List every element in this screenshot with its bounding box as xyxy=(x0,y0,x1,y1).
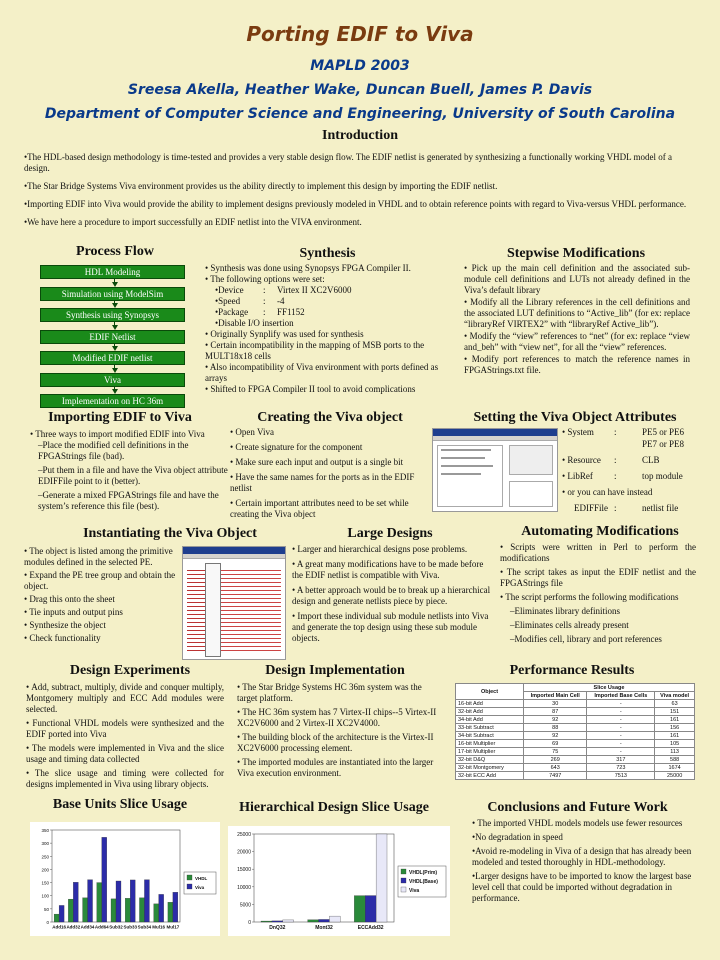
importing-heading: Importing EDIF to Viva xyxy=(48,410,192,425)
intro-paragraph: •The HDL-based design methodology is time-tested and provides a very stable design flow. The EDIF netlist is generated by synthesizing a functionally working VHDL model of a design. xyxy=(24,152,673,173)
y-tick-label: 0 xyxy=(46,920,49,925)
option-key: •Device xyxy=(215,285,244,295)
legend-swatch xyxy=(187,884,192,889)
automating-body xyxy=(500,542,696,645)
creating-heading: Creating the Viva object xyxy=(257,410,403,425)
option-value: FF1152 xyxy=(277,307,305,317)
bar xyxy=(272,921,283,922)
hierarchical-chart xyxy=(228,826,450,936)
table-cell: 161 xyxy=(655,716,695,724)
x-tick-label: Sub32 xyxy=(109,924,123,930)
bar xyxy=(365,896,376,922)
instantiating-heading: Instantiating the Viva Object xyxy=(83,526,257,541)
bar xyxy=(173,892,178,922)
flow-arrow-icon xyxy=(112,368,118,373)
instantiating-bullet: • Tie inputs and output pins xyxy=(24,607,123,617)
legend-swatch xyxy=(401,869,406,874)
creating-bullet: • Have the same names for the ports as in the EDIF netlist xyxy=(230,472,415,493)
table-cell: 643 xyxy=(524,764,587,772)
importing-item: –Place the modified cell definitions in the FPGAStrings file (bad). xyxy=(38,440,189,461)
large-bullet: • Larger and hierarchical designs pose problems. xyxy=(292,544,468,554)
table-cell: 92 xyxy=(524,716,587,724)
table-cell: 156 xyxy=(655,724,695,732)
attr-value: netlist file xyxy=(642,503,679,513)
instantiation-screenshot xyxy=(182,546,286,660)
synthesis-bullet: • Shifted to FPGA Compiler II tool to avoid complications xyxy=(205,384,416,394)
flow-step: EDIF Netlist xyxy=(40,330,185,344)
implementation-body xyxy=(237,682,437,779)
table-cell: - xyxy=(587,716,655,724)
table-row-label: 34-bit Add xyxy=(456,716,524,724)
y-tick-label: 150 xyxy=(41,880,49,886)
y-tick-label: 100 xyxy=(41,893,49,899)
conclusions-body xyxy=(472,818,694,904)
synthesis-body xyxy=(205,263,448,395)
flow-arrow-icon xyxy=(112,389,118,394)
table-cell: 69 xyxy=(524,740,587,748)
experiments-heading: Design Experiments xyxy=(69,663,191,678)
importing-lead: • Three ways to import modified EDIF into Viva xyxy=(30,429,205,439)
stepwise-heading: Stepwise Modifications xyxy=(506,246,646,261)
hier-chart-heading: Hierarchical Design Slice Usage xyxy=(239,800,429,815)
table-cell: 151 xyxy=(655,708,695,716)
instantiating-bullet: • Check functionality xyxy=(24,633,101,643)
x-tick-label: Sub33 xyxy=(123,924,137,930)
base-units-chart xyxy=(30,822,220,936)
table-cell: 269 xyxy=(524,756,587,764)
table-row-label: 16-bit Multiplier xyxy=(456,740,524,748)
bar xyxy=(283,920,294,922)
option-sep: : xyxy=(263,285,266,295)
table-row-label: 33-bit Subtract xyxy=(456,724,524,732)
table-cell: 30 xyxy=(524,700,587,708)
creating-bullet: • Create signature for the component xyxy=(230,442,363,452)
x-tick-label: Add32 xyxy=(66,924,81,930)
table-col-header: Imported Main Cell xyxy=(524,692,587,700)
authors: Sreesa Akella, Heather Wake, Duncan Buell, James P. Davis xyxy=(127,82,593,98)
option-value: -4 xyxy=(277,296,285,306)
bar xyxy=(130,880,135,922)
table-row-label: 32-bit ECC Add xyxy=(456,772,524,780)
table-cell: 1674 xyxy=(655,764,695,772)
table-row xyxy=(456,756,695,764)
legend-swatch xyxy=(401,887,406,892)
setting-body xyxy=(562,427,702,514)
table-group-header: Slice Usage xyxy=(524,684,695,692)
bar xyxy=(159,894,164,922)
table-col-header: Imported Base Cells xyxy=(587,692,655,700)
legend-label: VHDL(Prim) xyxy=(409,870,438,876)
experiments-bullet: • The slice usage and timing were collected for designs implemented in Viva using library objects. xyxy=(26,768,224,789)
bar xyxy=(154,904,159,922)
conclusions-bullet: • The imported VHDL models models use fewer resources xyxy=(472,818,683,828)
stepwise-body xyxy=(464,263,690,376)
bar xyxy=(73,882,78,922)
conclusions-bullet: •No degradation in speed xyxy=(472,832,563,842)
flow-arrow-icon xyxy=(112,282,118,287)
attr-key: • Resource xyxy=(562,455,601,465)
attr-key: • LibRef xyxy=(562,471,593,481)
bar xyxy=(125,898,130,922)
attr-value: PE7 or PE8 xyxy=(642,439,685,449)
department: Department of Computer Science and Engineering, University of South Carolina xyxy=(44,106,676,122)
bar xyxy=(54,914,59,922)
attr-key: EDIFFile xyxy=(574,503,609,513)
table-cell: 113 xyxy=(655,748,695,756)
bar xyxy=(116,881,121,922)
base-chart-heading: Base Units Slice Usage xyxy=(52,797,188,812)
legend-swatch xyxy=(401,878,406,883)
instantiating-body xyxy=(24,546,180,644)
introduction-heading: Introduction xyxy=(322,128,398,143)
large-bullet: • A great many modifications have to be made before the EDIF netlist is compatible with Viva. xyxy=(292,559,484,580)
flow-step: Simulation using ModelSim xyxy=(40,287,185,301)
table-row xyxy=(456,740,695,748)
bar xyxy=(329,916,340,922)
bar xyxy=(88,880,93,922)
table-cell: 25000 xyxy=(655,772,695,780)
y-tick-label: 15000 xyxy=(237,867,251,874)
table-cell: 723 xyxy=(587,764,655,772)
table-cell: - xyxy=(587,708,655,716)
table-cell: 75 xyxy=(524,748,587,756)
attr-value: CLB xyxy=(642,455,660,465)
y-tick-label: 200 xyxy=(41,867,49,873)
bar xyxy=(111,899,116,922)
intro-paragraph: •Importing EDIF into Viva would provide the ability to implement designs previously modeled in VHDL and to obtain reference points with regard to Viva-versus VHDL performance. xyxy=(24,199,687,209)
bar xyxy=(139,898,144,922)
automating-list xyxy=(500,606,696,645)
poster-title: Porting EDIF to Viva xyxy=(246,22,474,46)
instantiating-bullet: • Expand the PE tree group and obtain the object. xyxy=(24,570,176,591)
table-row xyxy=(456,724,695,732)
y-tick-label: 0 xyxy=(248,920,251,926)
flow-step: HDL Modeling xyxy=(40,265,185,279)
implementation-bullet: • The Star Bridge Systems HC 36m system was the target platform. xyxy=(237,682,422,703)
implementation-bullet: • The HC 36m system has 7 Virtex-II chips--5 Virtex-II XC2V6000 and 2 Virtex-II XC2V4000. xyxy=(237,707,437,728)
synthesis-heading: Synthesis xyxy=(299,246,356,261)
importing-item: –Put them in a file and have the Viva object attribute EDIFFile point to it (better). xyxy=(38,465,228,486)
bar xyxy=(97,883,102,922)
bar xyxy=(68,899,73,922)
bar xyxy=(168,902,173,922)
table-cell: - xyxy=(587,700,655,708)
automating-heading: Automating Modifications xyxy=(521,524,679,539)
attr-key: • System xyxy=(562,427,594,437)
intro-paragraph: •We have here a procedure to import successfully an EDIF netlist into the VIVA environment. xyxy=(24,217,362,227)
x-tick-label: Mul17 xyxy=(166,924,180,930)
conference-name: MAPLD 2003 xyxy=(310,58,410,74)
x-tick-label: Mul16 xyxy=(152,924,166,930)
x-tick-label: Add16 xyxy=(52,924,66,930)
x-tick-label: Mont32 xyxy=(315,925,333,931)
table-row-label: 32-bit D&Q xyxy=(456,756,524,764)
implementation-bullet: • The imported modules are instantiated into the larger Viva execution environment. xyxy=(237,757,434,778)
attr-sep: : xyxy=(614,503,617,513)
table-row xyxy=(456,764,695,772)
table-row xyxy=(456,716,695,724)
flow-arrow-icon xyxy=(112,303,118,308)
setting-heading: Setting the Viva Object Attributes xyxy=(473,410,677,425)
legend-label: VHDL xyxy=(195,876,208,881)
table-cell: 87 xyxy=(524,708,587,716)
option-key: •Speed xyxy=(215,296,241,306)
table-cell: - xyxy=(587,740,655,748)
attr-value: top module xyxy=(642,471,683,481)
importing-body xyxy=(30,429,230,512)
creating-bullet: • Make sure each input and output is a single bit xyxy=(230,457,404,467)
attr-sep: : xyxy=(614,427,617,437)
table-cell: 105 xyxy=(655,740,695,748)
legend-label: Viva xyxy=(195,885,205,890)
flow-step: Modified EDIF netlist xyxy=(40,351,185,365)
y-tick-label: 50 xyxy=(43,906,49,912)
table-row xyxy=(456,732,695,740)
automating-item: –Modifies cell, library and port references xyxy=(510,634,662,644)
y-tick-label: 5000 xyxy=(239,902,251,909)
bar xyxy=(102,837,107,922)
automating-bullet: • Scripts were written in Perl to perform the modifications xyxy=(500,542,696,563)
bar xyxy=(319,919,330,922)
x-tick-label: ECCAdd32 xyxy=(357,925,384,931)
synthesis-bullet: • Certain incompatibility in the mapping of MSB ports to the MULT18x18 cells xyxy=(205,340,425,361)
experiments-body xyxy=(26,682,224,790)
implementation-heading: Design Implementation xyxy=(265,663,405,678)
stepwise-bullet: • Modify the “view” references to “net” (for ex: replace “view and_beh” with “view net”, for all the “view” references. xyxy=(464,331,690,352)
implementation-bullet: • The building block of the architecture is the Virtex-II XC2V6000 processing element. xyxy=(237,732,434,753)
table-row-label: 16-bit Add xyxy=(456,700,524,708)
attr-value: PE5 or PE6 xyxy=(642,427,685,437)
table-cell: - xyxy=(587,724,655,732)
y-tick-label: 300 xyxy=(41,841,49,847)
bar xyxy=(308,920,319,922)
table-cell: 588 xyxy=(655,756,695,764)
table-row xyxy=(456,700,695,708)
creating-body xyxy=(230,427,430,520)
intro-paragraph: •The Star Bridge Systems Viva environment provides us the ability directly to implement this design by importing the EDIF netlist. xyxy=(24,181,498,191)
importing-list xyxy=(30,440,230,512)
performance-heading: Performance Results xyxy=(509,663,635,678)
table-cell: 161 xyxy=(655,732,695,740)
creating-bullet: • Certain important attributes need to be set while creating the Viva object xyxy=(230,498,409,519)
y-tick-label: 25000 xyxy=(237,832,251,838)
table-cell: 92 xyxy=(524,732,587,740)
flow-arrow-icon xyxy=(112,325,118,330)
table-cell: 317 xyxy=(587,756,655,764)
synthesis-bullet: • Also incompatibility of Viva environment with ports defined as arrays xyxy=(205,362,439,383)
bar xyxy=(144,880,149,922)
performance-table xyxy=(455,683,695,780)
large-bullet: • A better approach would be to break up a hierarchical design and generate netlists piece by piece. xyxy=(292,585,491,606)
flow-arrow-icon xyxy=(112,346,118,351)
instantiating-bullet: • Drag this onto the sheet xyxy=(24,594,115,604)
table-row-label: 32-bit Add xyxy=(456,708,524,716)
large-heading: Large Designs xyxy=(347,526,433,541)
table-cell: - xyxy=(587,748,655,756)
table-row-label: 17-bit Multiplier xyxy=(456,748,524,756)
legend-label: VHDL(Base) xyxy=(409,879,438,885)
synthesis-options xyxy=(205,285,448,329)
y-tick-label: 250 xyxy=(41,854,49,860)
attr-sep: : xyxy=(614,455,617,465)
table-row xyxy=(456,772,695,780)
synthesis-bullet: • Originally Synplify was used for synthesis xyxy=(205,329,364,339)
bar xyxy=(261,921,272,922)
table-row-label: 34-bit Subtract xyxy=(456,732,524,740)
option-sep: : xyxy=(263,307,266,317)
bar xyxy=(376,834,387,922)
creating-bullet: • Open Viva xyxy=(230,427,274,437)
synthesis-intro: • Synthesis was done using Synopsys FPGA Compiler II. xyxy=(205,263,411,273)
introduction-body xyxy=(24,152,696,235)
x-tick-label: DnQ32 xyxy=(269,925,286,931)
bar xyxy=(354,896,365,922)
table-row xyxy=(456,748,695,756)
bar xyxy=(83,898,88,922)
table-corner: Object xyxy=(456,684,524,700)
y-tick-label: 10000 xyxy=(237,884,251,891)
stepwise-bullet: • Pick up the main cell definition and the associated sub-module cell definitions and LUTs not already defined in the Viva’s default library xyxy=(464,263,690,295)
table-cell: - xyxy=(587,732,655,740)
attr-note: • or you can have instead xyxy=(562,487,653,497)
table-cell: 7497 xyxy=(524,772,587,780)
instantiating-bullet: • The object is listed among the primitive modules defined in the selected PE. xyxy=(24,546,173,567)
attr-sep: : xyxy=(614,471,617,481)
stepwise-bullet: • Modify port references to match the reference names in FPGAStrings.txt file. xyxy=(464,354,690,375)
y-tick-label: 20000 xyxy=(237,849,251,856)
flow-step: Synthesis using Synopsys xyxy=(40,308,185,322)
option-sep: : xyxy=(263,296,266,306)
importing-item: –Generate a mixed FPGAStrings file and have the system’s reference this file (best). xyxy=(38,490,219,511)
table-cell: 88 xyxy=(524,724,587,732)
legend-swatch xyxy=(187,875,192,880)
option-key: •Package xyxy=(215,307,249,317)
automating-bullet: • The script takes as input the EDIF netlist and the FPGAStrings file xyxy=(500,567,696,588)
conclusions-bullet: •Larger designs have to be imported to know the largest base level cell that could be imported without degradation in performance. xyxy=(472,871,692,903)
x-tick-label: Add34 xyxy=(80,924,95,930)
instantiating-bullet: • Synthesize the object xyxy=(24,620,106,630)
large-body xyxy=(292,544,492,644)
table-row xyxy=(456,708,695,716)
y-tick-label: 350 xyxy=(41,828,49,833)
legend-label: Viva xyxy=(409,888,420,894)
attributes-screenshot xyxy=(432,428,558,512)
option-value: Virtex II XC2V6000 xyxy=(277,285,352,295)
table-row-label: 32-bit Montgomery xyxy=(456,764,524,772)
automating-bullet: • The script performs the following modifications xyxy=(500,592,679,602)
experiments-bullet: • Add, subtract, multiply, divide and conquer multiply, Montgomery multiply and ECC Add modules were selected. xyxy=(26,682,224,714)
conclusions-bullet: •Avoid re-modeling in Viva of a design that has already been modeled and tested thoroughly in HDL-methodology. xyxy=(472,846,692,867)
x-tick-label: Add64 xyxy=(94,924,109,930)
option-extra: •Disable I/O insertion xyxy=(215,318,294,328)
bar xyxy=(59,905,64,922)
experiments-bullet: • The models were implemented in Viva and the slice usage and timing data collected xyxy=(26,743,224,764)
synthesis-intro: • The following options were set: xyxy=(205,274,325,284)
table-cell: 63 xyxy=(655,700,695,708)
stepwise-bullet: • Modify all the Library references in the cell definitions and the associated LUT definitions to “Active_lib” (for ex: replace “libraryRef VIRTEX2” with “libraryRef Active_lib”). xyxy=(464,297,690,329)
table-cell: 7513 xyxy=(587,772,655,780)
automating-item: –Eliminates cells already present xyxy=(510,620,629,630)
automating-item: –Eliminates library definitions xyxy=(510,606,620,616)
process-flow-heading: Process Flow xyxy=(76,244,154,259)
x-tick-label: Sub34 xyxy=(137,924,152,930)
performance-table-wrap xyxy=(455,683,695,780)
flow-step: Implementation on HC 36m xyxy=(40,394,185,408)
table-col-header: Viva model xyxy=(655,692,695,700)
conclusions-heading: Conclusions and Future Work xyxy=(487,800,668,815)
large-bullet: • Import these individual sub module netlists into Viva and generate the top design using these sub module objects. xyxy=(292,611,489,643)
flow-step: Viva xyxy=(40,373,185,387)
experiments-bullet: • Functional VHDL models were synthesized and the EDIF ported into Viva xyxy=(26,718,224,739)
